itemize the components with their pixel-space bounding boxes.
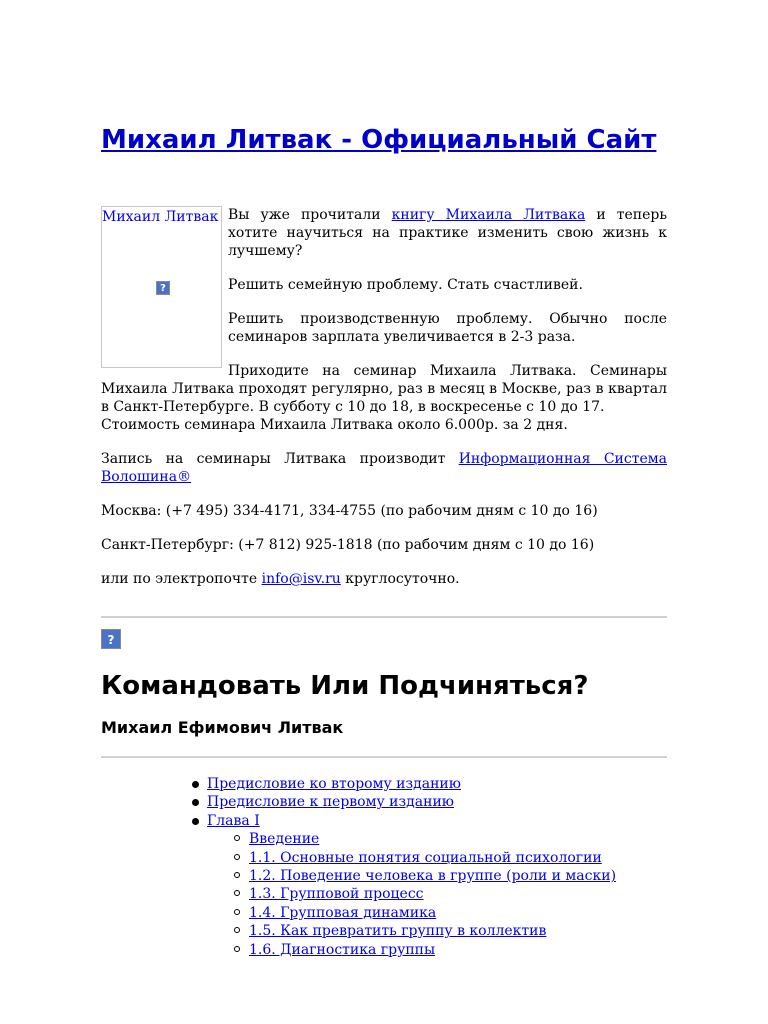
site-title-link[interactable]: Михаил Литвак - Официальный Сайт	[101, 125, 657, 155]
site-title	[101, 124, 667, 156]
toc-subitem	[249, 904, 667, 922]
spb-phone: Санкт-Петербург: (+7 812) 925-1818 (по рабочим дням с 10 до 16)	[101, 537, 595, 553]
toc-subitem	[249, 849, 667, 867]
toc-item	[207, 775, 667, 793]
email-paragraph: или по электропочте info@isv.ru круглосуточно.	[101, 571, 460, 587]
intro-paragraph-3: Решить производственную проблему. Обычно после семинаров зарплата увеличивается в 2-3 раза.	[228, 311, 667, 345]
book-cover-broken-image-icon: ?	[101, 629, 121, 649]
toc-link-1-3[interactable]: 1.3. Групповой процесс	[249, 886, 424, 903]
toc-link-preface-1[interactable]: Предисловие к первому изданию	[207, 794, 454, 811]
book-title: Командовать Или Подчиняться?	[101, 671, 589, 701]
chapter-1-contents	[207, 830, 667, 959]
toc-link-1-6[interactable]: 1.6. Диагностика группы	[249, 941, 436, 958]
toc-link-1-1[interactable]: 1.1. Основные понятия социальной психологии	[249, 849, 602, 866]
toc-link-preface-2[interactable]: Предисловие ко второму изданию	[207, 776, 461, 792]
email-link[interactable]: info@isv.ru	[261, 571, 341, 587]
toc-subitem	[249, 885, 667, 903]
voloshin-system-link[interactable]: Информационная Система Волошина®	[101, 451, 667, 485]
intro-section	[101, 206, 667, 604]
toc-subitem	[249, 922, 667, 940]
toc-link-intro[interactable]: Введение	[249, 831, 320, 848]
intro-paragraph-1: Вы уже прочитали книгу Михаила Литвака и теперь хотите научиться на практике изменить свою жизнь к лучшему?	[228, 207, 667, 259]
book-author: Михаил Ефимович Литвак	[101, 718, 344, 737]
toc-link-1-2[interactable]: 1.2. Поведение человека в группе (роли и маски)	[249, 868, 617, 885]
broken-image-icon: ?	[156, 281, 170, 295]
moscow-phone: Москва: (+7 495) 334-4171, 334-4755 (по рабочим дням с 10 до 16)	[101, 503, 598, 519]
intro-paragraph-4: Приходите на семинар Михаила Литвака. Семинары Михаила Литвака проходят регулярно, раз в месяц в Москве, раз в квартал в Санкт-Петербурге. В субботу с 10 до 18, в воскресенье с 10 до 17.	[101, 363, 667, 415]
toc-link-1-4[interactable]: 1.4. Групповая динамика	[249, 904, 437, 921]
table-of-contents	[207, 775, 667, 959]
intro-paragraph-price: Стоимость семинара Михаила Литвака около 6.000р. за 2 дня.	[101, 417, 568, 433]
toc-link-1-5[interactable]: 1.5. Как превратить группу в коллектив	[249, 923, 547, 940]
author-photo	[101, 206, 222, 368]
toc-item	[207, 793, 667, 811]
toc-subitem	[249, 941, 667, 959]
toc-item	[207, 812, 667, 959]
book-link[interactable]: книгу Михаила Литвака	[391, 207, 586, 223]
toc-subitem	[249, 867, 667, 885]
toc-subitem	[249, 830, 667, 848]
intro-paragraph-5: Запись на семинары Литвака производит Информационная Система Волошина®	[101, 451, 667, 485]
divider-2	[101, 756, 667, 758]
intro-paragraph-2: Решить семейную проблему. Стать счастливей.	[228, 277, 583, 293]
author-photo-alt: Михаил Литвак	[102, 209, 219, 225]
divider-1	[101, 616, 667, 618]
toc-link-chapter-1[interactable]: Глава I	[207, 812, 260, 829]
